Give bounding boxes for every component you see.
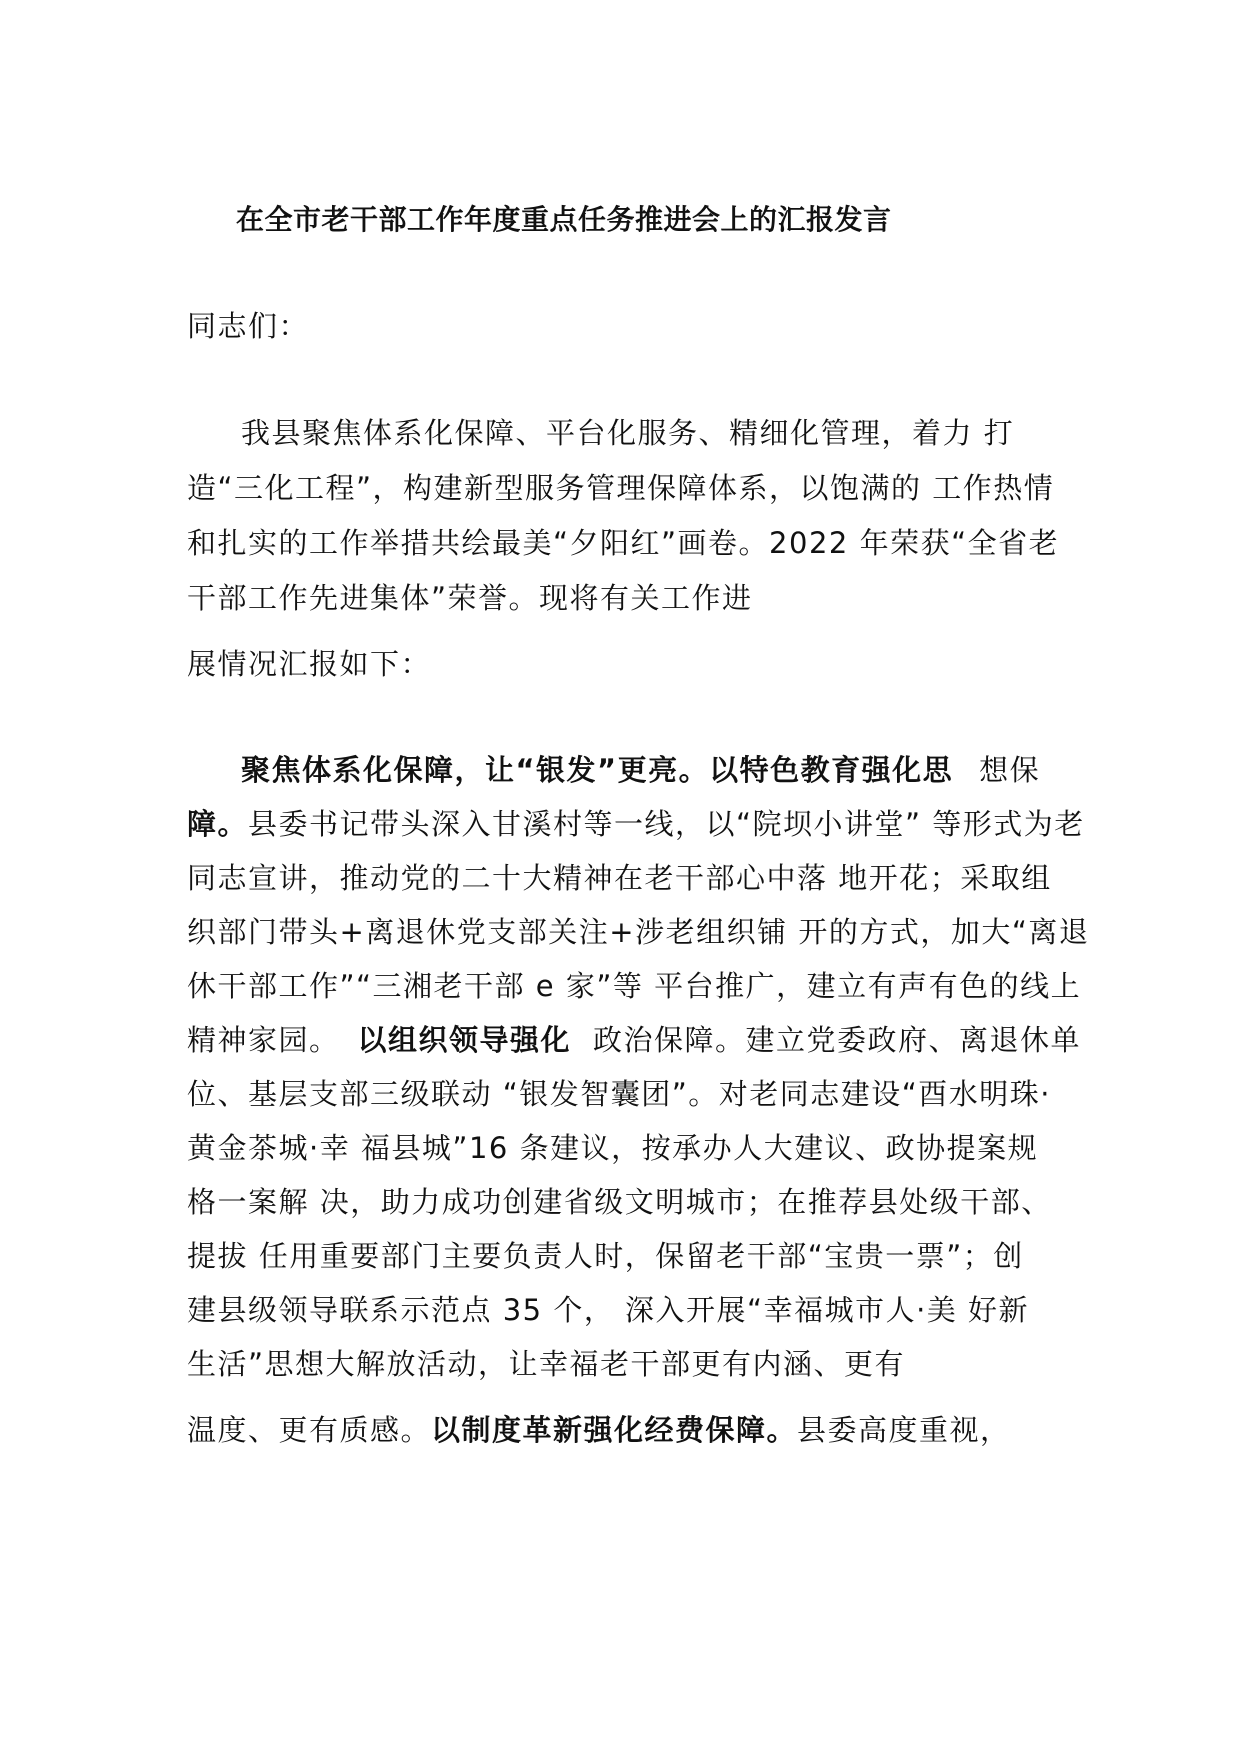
- section-subheading: 以制度革新强化经费保障。: [431, 1413, 798, 1447]
- section-line: 生活”思想大解放活动，让幸福老干部更有内涵、更有: [187, 1347, 906, 1381]
- section-line: [241, 748, 1040, 792]
- section-line: 织部门带头+离退休党支部关注+涉老组织铺 开的方式，加大“离退: [187, 915, 1090, 949]
- section-text: 县委书记带头深入甘溪村等一线，以“院坝小讲堂” 等形式为老: [248, 807, 1085, 841]
- salutation: 同志们：: [187, 309, 310, 343]
- section-line: 提拔 任用重要部门主要负责人时，保留老干部“宝贵一票”；创: [187, 1239, 1024, 1273]
- section-line: 休干部工作”“三湘老干部 e 家”等 平台推广，建立有声有色的线上: [187, 969, 1082, 1003]
- section-subheading: 以组织领导强化: [357, 1023, 572, 1057]
- section-text: 温度、更有质感。: [187, 1413, 432, 1447]
- section-line: 建县级领导联系示范点 35 个， 深入开展“幸福城市人·美 好新: [187, 1293, 1030, 1327]
- document-title: 在全市老干部工作年度重点任务推进会上的汇报发言: [236, 203, 892, 236]
- section-line: 位、基层支部三级联动 “银发智囊团”。对老同志建设“酉水明珠·: [187, 1077, 1052, 1111]
- section-line: [187, 802, 1085, 846]
- section-line: [187, 1408, 1011, 1452]
- section-line: 黄金茶城·幸 福县城”16 条建议，按承办人大建议、政协提案规: [187, 1131, 1039, 1165]
- intro-line: 造“三化工程”，构建新型服务管理保障体系，以饱满的 工作热情: [187, 471, 1055, 505]
- intro-line: 我县聚焦体系化保障、平台化服务、精细化管理，着力 打: [241, 416, 1015, 450]
- section-line: 格一案解 决，助力成功创建省级文明城市；在推荐县处级干部、: [187, 1185, 1052, 1219]
- section-heading: 聚焦体系化保障，让“银发”更亮。以特色教育强化思: [241, 753, 954, 787]
- section-text: 政治保障。建立党委政府、离退休单: [593, 1023, 1082, 1057]
- section-heading: 障。: [187, 807, 249, 841]
- intro-line-tail: 展情况汇报如下：: [187, 647, 432, 681]
- intro-line: 干部工作先进集体”荣誉。现将有关工作进: [187, 581, 753, 615]
- section-line: 同志宣讲，推动党的二十大精神在老干部心中落 地开花；采取组: [187, 861, 1052, 895]
- section-text: 精神家园。: [187, 1023, 340, 1057]
- section-line: [187, 1018, 1081, 1062]
- section-text: 县委高度重视，: [797, 1413, 1011, 1447]
- section-text: 想保: [979, 753, 1041, 787]
- intro-line: 和扎实的工作举措共绘最美“夕阳红”画卷。2022 年荣获“全省老: [187, 526, 1060, 560]
